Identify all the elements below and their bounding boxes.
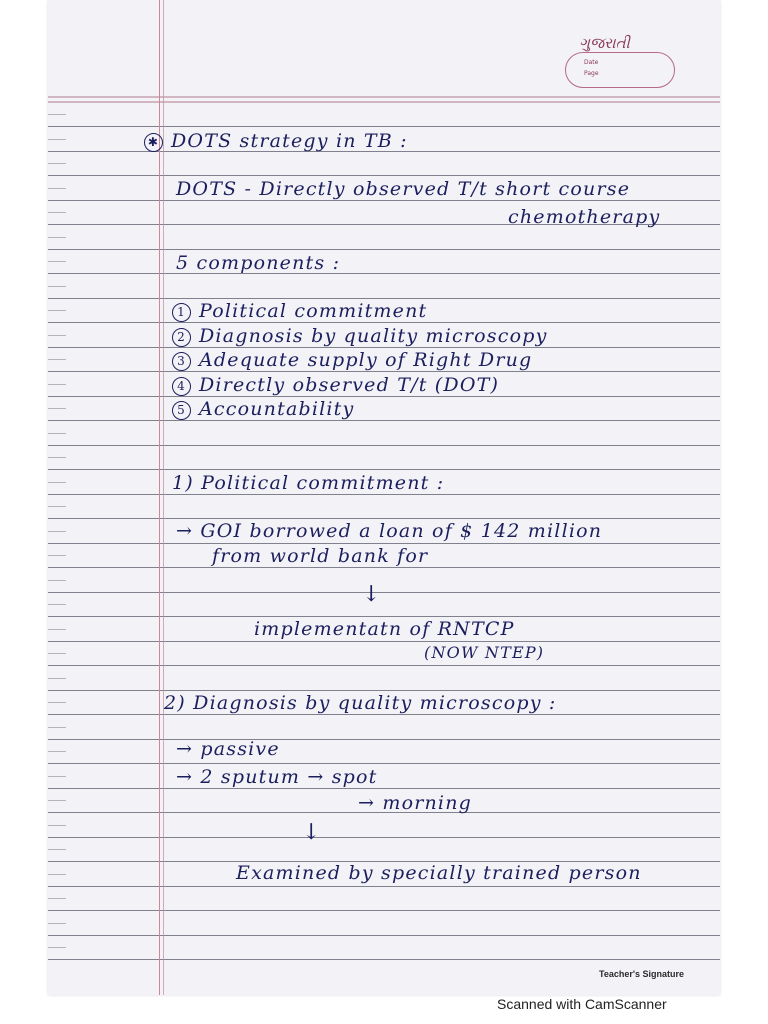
ruled-line: [48, 739, 720, 740]
edge-tick: [48, 849, 66, 850]
ruled-line: [48, 371, 720, 372]
ruled-line: [48, 567, 720, 568]
edge-tick: [48, 898, 66, 899]
ruled-line: [48, 249, 720, 250]
section1-heading: 1) Political commitment :: [172, 472, 445, 494]
edge-tick: [48, 751, 66, 752]
edge-tick: [48, 261, 66, 262]
header-rule: [48, 96, 720, 98]
date-label: Date: [584, 59, 599, 66]
page-label: Page: [584, 70, 599, 77]
edge-tick: [48, 531, 66, 532]
component-text: Adequate supply of Right Drug: [199, 349, 533, 371]
ruled-line: [48, 273, 720, 274]
header-rule: [48, 101, 720, 103]
ruled-line: [48, 665, 720, 666]
edge-tick: [48, 359, 66, 360]
ruled-line: [48, 910, 720, 911]
section1-line-2: from world bank for: [212, 545, 429, 567]
edge-tick: [48, 604, 66, 605]
ruled-line: [48, 616, 720, 617]
section2-line-3: → morning: [358, 792, 473, 814]
edge-tick: [48, 188, 66, 189]
section1-line-4: (NOW NTEP): [424, 643, 545, 662]
page-title: DOTS strategy in TB :: [171, 130, 408, 152]
edge-tick: [48, 727, 66, 728]
edge-tick: [48, 482, 66, 483]
edge-tick: [48, 335, 66, 336]
arrow-down-icon: ↓: [362, 582, 382, 607]
ruled-line: [48, 322, 720, 323]
ruled-line: [48, 543, 720, 544]
edge-tick: [48, 506, 66, 507]
component-text: Directly observed T/t (DOT): [199, 374, 500, 396]
ruled-line: [48, 126, 720, 127]
ruled-line: [48, 837, 720, 838]
definition-line-1: DOTS - Directly observed T/t short course: [176, 178, 631, 200]
component-text: Political commitment: [199, 300, 428, 322]
ruled-line: [48, 935, 720, 936]
title-line: [144, 130, 408, 152]
component-number: 2: [172, 328, 191, 347]
edge-tick: [48, 800, 66, 801]
component-number: 4: [172, 377, 191, 396]
arrow-down-icon: ↓: [302, 820, 322, 845]
section1-line-3: implementatn of RNTCP: [254, 618, 515, 640]
ruled-line: [48, 518, 720, 519]
section2-line-4: Examined by specially trained person: [236, 862, 642, 884]
edge-tick: [48, 776, 66, 777]
ruled-line: [48, 641, 720, 642]
edge-tick: [48, 702, 66, 703]
component-text: Diagnosis by quality microscopy: [199, 325, 548, 347]
edge-tick: [48, 408, 66, 409]
edge-tick: [48, 457, 66, 458]
ruled-line: [48, 445, 720, 446]
notebook-brand-logo: [555, 32, 675, 96]
edge-tick: [48, 310, 66, 311]
notebook-page: [48, 0, 720, 995]
ruled-line: [48, 592, 720, 593]
edge-tick: [48, 874, 66, 875]
ruled-line: [48, 714, 720, 715]
section2-line-1: → passive: [176, 738, 280, 760]
component-number: 1: [172, 303, 191, 322]
component-item: [172, 374, 499, 396]
edge-tick: [48, 237, 66, 238]
edge-tick: [48, 163, 66, 164]
edge-tick: [48, 139, 66, 140]
edge-tick: [48, 286, 66, 287]
section1-line-1: → GOI borrowed a loan of $ 142 million: [176, 520, 603, 542]
ruled-line: [48, 959, 720, 960]
edge-tick: [48, 433, 66, 434]
edge-tick: [48, 114, 66, 115]
ruled-line: [48, 298, 720, 299]
brand-text: ગુજરાતી: [579, 34, 630, 52]
component-number: 3: [172, 352, 191, 371]
components-heading: 5 components :: [176, 252, 341, 274]
edge-tick: [48, 923, 66, 924]
title-marker: ✱: [144, 133, 163, 152]
edge-tick: [48, 629, 66, 630]
edge-tick: [48, 947, 66, 948]
edge-tick: [48, 825, 66, 826]
section2-heading: 2) Diagnosis by quality microscopy :: [164, 692, 557, 714]
scanner-watermark: Scanned with CamScanner: [497, 996, 667, 1012]
ruled-line: [48, 690, 720, 691]
component-item: [172, 398, 354, 420]
edge-tick: [48, 653, 66, 654]
ruled-line: [48, 175, 720, 176]
component-number: 5: [172, 401, 191, 420]
component-item: [172, 300, 427, 322]
ruled-line: [48, 788, 720, 789]
section2-line-2: → 2 sputum → spot: [176, 766, 378, 788]
component-item: [172, 349, 532, 371]
ruled-line: [48, 469, 720, 470]
edge-tick: [48, 678, 66, 679]
date-page-box: [565, 52, 675, 88]
edge-tick: [48, 384, 66, 385]
definition-line-2: chemotherapy: [508, 206, 661, 228]
edge-tick: [48, 212, 66, 213]
teacher-signature-label: Teacher's Signature: [599, 969, 685, 979]
edge-tick: [48, 555, 66, 556]
component-item: [172, 325, 548, 347]
ruled-line: [48, 763, 720, 764]
component-text: Accountability: [199, 398, 355, 420]
ruled-line: [48, 886, 720, 887]
edge-tick: [48, 580, 66, 581]
ruled-line: [48, 420, 720, 421]
